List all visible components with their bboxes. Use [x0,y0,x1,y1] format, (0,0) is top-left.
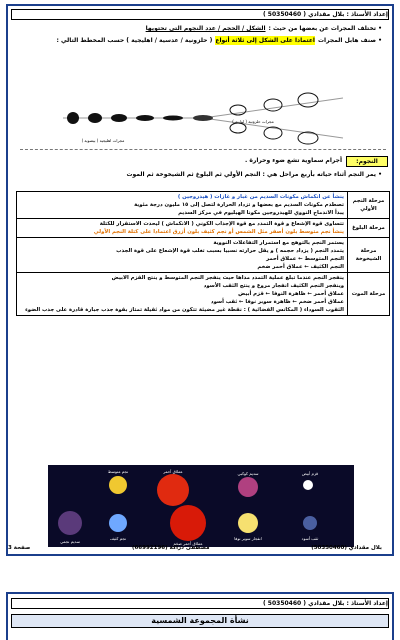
stage-row-protostar [17,192,390,219]
stage-name: مرحلة البلوغ [348,219,390,238]
stars-definition: أجرام سماوية تشع ضوء وحرارة . [244,157,342,164]
svg-text:قزم أبيض: قزم أبيض [301,471,319,476]
stage-name: مرحلة النجم الأولي [348,192,390,219]
page-two-title: نشأة المجموعة الشمسية [11,614,389,628]
svg-text:عملاق أحمر: عملاق أحمر [163,469,183,474]
stage-name: مرحلة الشيخوخة [348,238,390,273]
svg-text:ثقب أسود: ثقب أسود [301,536,319,541]
stars-heading: النجوم: [346,156,388,167]
section-divider [20,149,386,150]
planetary-nebula [238,477,258,497]
page-header: إعداد الأستاذ : بلال مقدادي ( 50350460 ) [11,9,389,20]
svg-text:نجم كثيف: نجم كثيف [109,536,127,541]
svg-text:سديم نجمي: سديم نجمي [60,539,80,544]
stage-row-death [17,273,390,316]
stellar-nebula [58,511,82,535]
stage-description: ينفجر النجم عندما تبلغ عملية التمدد مداها حيث ينفجر النجم المتوسط و ينتج القزم الابيض وينفجر النجم الكثيف انفجار مروع و ينتج الثقب الأسود عملاق أحمر ← ظاهرة النوفا ← قزم أبيض عملاق أحمر ضخم ← ظاهرة سوبر نوفا ← ثقب أسود الثقوب السوداء ( المكانس الفضائية ) : نقطة غير مضيئة تتكون من مواد ثقيلة تمتاز بقوة جذب جبارة قادرة على جذب الضوء [17,273,348,316]
stage-description: تتساوى قوة الإشعاع و قوة التمدد مع قوة الإجذاب الكوني ( الانكماش ) ليحدث الاستقرار للكتلة ينشأ نجم متوسط بلون أصفر مثل الشمس أو نجم كثيف بلون أزرق اعتمادا على كتلة النجم الأولي [17,219,348,238]
page-footer: بلال مقدادي (50350460) مصطفى دراكة (66992196) صفحة 3 [8,545,382,551]
page-two [6,592,394,640]
stage-row-old-age [17,238,390,273]
massive-star [109,514,127,532]
elliptical-galaxies-label: مجرات اهليجية ( بيضوية ) [81,138,125,143]
svg-text:نجم متوسط: نجم متوسط [107,469,129,474]
stage-description: ينشأ عن انكماش مكونات السديم من غبار و غازات ( هيدروجين ) تصطدم مكونات السديم مع بعضها و تزداد الحرارة لتصل إلى ١٥ مليون درجة مئوية يبدأ الاندماج النووي للهيدروجين مكونا الهيليوم في مركز السديم [17,192,348,219]
star-stages-table [16,191,390,316]
page-two-header: إعداد الأستاذ : بلال مقدادي ( 50350460 ) [11,598,389,609]
spiral-galaxies-label: مجرات حلزونية ( لولبية ) [232,119,274,124]
page-one [6,4,394,556]
svg-text:انفجار سوبر نوفا: انفجار سوبر نوفا [234,536,262,541]
star-lifecycle-illustration [48,465,354,547]
bullet-galaxy-difference: • تختلف المجرات عن بعضها من حيث : الشكل / الحجم / عدد النجوم التي تحتويها [145,25,382,32]
stage-description: يستمر النجم بالتوهج مع استمرار التفاعلات النووية يتمدد النجم ( يزداد حجمه ) و يقل حرارته نسبيا بسبب تغلب قوة الإشعاع على قوة الجذب النجم المتوسط ← عملاق أحمر النجم الكثيف ← عملاق أحمر ضخم [17,238,348,273]
bullet-hubble-classification: • صنف هابل المجرات اعتمادا على الشكل إلى ثلاثة أنواع ( حلزونية / عدسية / اهليجية ) حسب المخطط التالي : [56,37,382,44]
galaxy-bullets [17,24,382,45]
red-supergiant [170,505,206,541]
red-giant [157,474,189,506]
hubble-tuning-fork-diagram [53,90,353,146]
lifecycle-bullet: • يمر النجم أثناء حياته بأربع مراحل هي : النجم الأولي ثم البلوغ ثم الشيخوخة ثم الموت [126,171,382,178]
svg-text:سديم كوكبي: سديم كوكبي [237,471,259,476]
black-hole [303,516,317,530]
average-star [109,476,127,494]
white-dwarf [303,480,313,490]
stage-name: مرحلة الموت [348,273,390,316]
stage-row-maturity [17,219,390,238]
supernova [238,513,258,533]
svg-text:عملاق أحمر ضخم: عملاق أحمر ضخم [173,541,203,546]
